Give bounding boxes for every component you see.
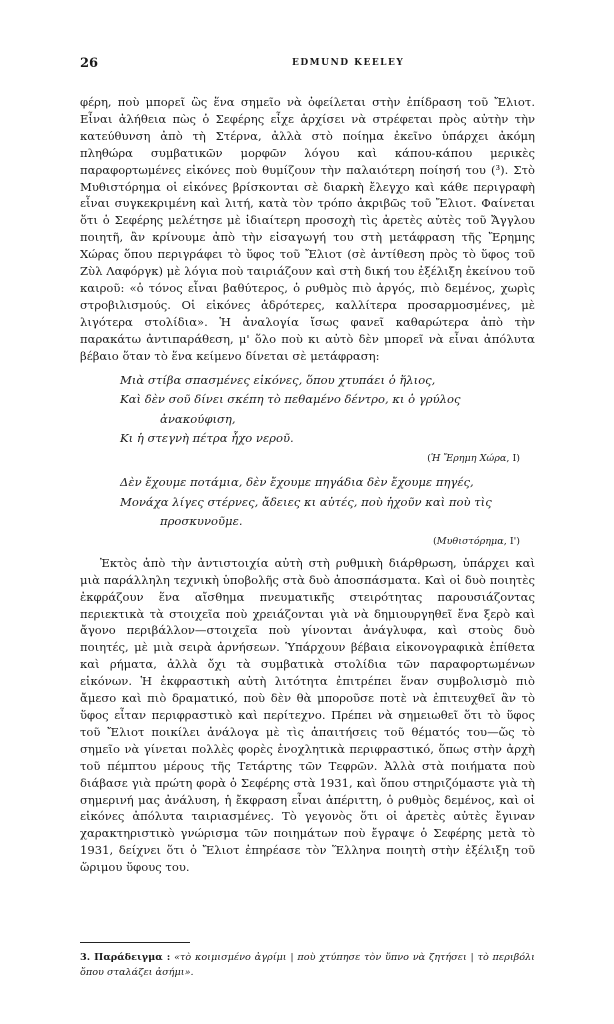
footnote-label: 3. Παράδειγμα : (80, 952, 171, 963)
page-number: 26 (80, 56, 99, 71)
footnote (80, 950, 535, 980)
footnote-text: «τὸ κοιμισμένο ἀγρίμι | ποὺ χτύπησε τὸν ὕπνο νὰ ζητήσει | τὸ περιβόλι ὅπου σταλάζει ἀσήμι». (80, 952, 535, 978)
quote-line: ἀνακούφιση, (160, 411, 236, 426)
running-head-author: EDMUND KEELEY (292, 58, 405, 68)
quote-source-waste-land: (Ἡ Ἔρημη Χώρα, I) (427, 452, 520, 464)
quote-mythistorema (120, 473, 535, 532)
quote-source-title: Ἡ Ἔρημη Χώρα (430, 452, 507, 464)
main-text (80, 94, 535, 876)
quote-line: Μιὰ στίβα σπασμένες εἰκόνες, ὅπου χτυπάει ὁ ἥλιος, (120, 372, 436, 387)
paragraph-1: φέρη, ποὺ μπορεῖ ὣς ἕνα σημεῖο νὰ ὀφείλεται στὴν ἐπίδραση τοῦ Ἔλιοτ. Εἶναι ἀλήθεια πὼς ὁ Σεφέρης εἶχε ἀρχίσει νὰ στρέφεται πρὸς αὐτὴν τὴν κατεύθυνση ἀπὸ τὴ Στέρνα, ἀλλὰ στὸ ποίημα ἐκεῖνο ὑπάρχει ἀκόμη πληθώρα συμβατικῶν μορφῶν λόγου καὶ κάπου-κάπου μερικὲς παραφορτωμένες εἰκόνες ποὺ θυμίζουν τὴν παλαιότερη ποίησή του (³). Στὸ Μυθιστόρημα οἱ εἰκόνες βρίσκονται σὲ διαρκὴ ἔλεγχο καὶ κάθε περιγραφὴ εἶναι συγκεκριμένη καὶ λιτή, κατὰ τὸν τρόπο ἀκριβῶς τοῦ Ἔλιοτ. Φαίνεται ὅτι ὁ Σεφέρης μελέτησε μὲ ἰδιαίτερη προσοχὴ τὶς ἀρετὲς αὐτὲς τοῦ Ἄγγλου ποιητῆ, ἂν κρίνουμε ἀπὸ τὴν εἰσαγωγή του στὴ μετάφραση τῆς Ἔρημης Χώρας ὅπου περιγράφει τὸ ὕφος τοῦ Ἔλιοτ (σὲ ἀντίθεση πρὸς τὸ ὕφος τοῦ Ζὺλ Λαφόργκ) μὲ λόγια ποὺ ταιριάζουν καὶ στὴ δική του ἐξέλιξη ἐκείνου τοῦ καιροῦ: «ὁ τόνος εἶναι βαθύτερος, ὁ ρυθμὸς πιὸ ἀργός, πιὸ δεμένος, χωρὶς στροβιλισμούς. Οἱ εἰκόνες ἀδρότερες, καλλίτερα προσαρμοσμένες, μὲ λιγότερα στολίδια». Ἡ ἀναλογία ἴσως φανεῖ καθαρώτερα ἀπὸ τὴν παρακάτω ἀντιπαράθεση, μ' ὅλο ποὺ κι αὐτὸ δὲν μπορεῖ νὰ εἶναι ἀπόλυτα βέβαιο ὅταν τὸ ἕνα κείμενο δίνεται σὲ μετάφραση: (80, 95, 535, 363)
quote-source-ref: Ι' (509, 535, 517, 547)
quote-source-title: Μυθιστόρημα (436, 535, 504, 547)
quote-line: Καὶ δὲν σοῦ δίνει σκέπη τὸ πεθαμένο δέντρο, κι ὁ γρύλος (120, 392, 461, 406)
quote-source-mythistorema: (Μυθιστόρημα, Ι') (433, 535, 520, 547)
quote-line: Κι ἡ στεγνὴ πέτρα ἦχο νεροῦ. (120, 431, 294, 445)
quote-waste-land (120, 371, 535, 449)
paragraph-2: Ἐκτὸς ἀπὸ τὴν ἀντιστοιχία αὐτὴ στὴ ρυθμικὴ διάρθρωση, ὑπάρχει καὶ μιὰ παράλληλη τεχνικὴ ὑποβολῆς στὰ δυὸ ἀποσπάσματα. Καὶ οἱ δυὸ ποιητὲς ἐκφράζουν ἕνα αἴσθημα πνευματικῆς στειρότητας παρουσιάζοντας περιεκτικὰ τὰ στοιχεῖα ποὺ χρειάζονται γιὰ νὰ δημιουργηθεῖ ἕνα ξερὸ καὶ ἄγονο περιβάλλον—στοιχεῖα ποὺ γίνονται ἀνάγλυφα, καὶ στοὺς δυὸ ποιητές, μὲ μιὰ σειρὰ ἀρνήσεων. Ὑπάρχουν βέβαια εἰκονογραφικὰ ἐπίθετα καὶ ρήματα, ἀλλὰ ὄχι τὰ συμβατικὰ στολίδια τῶν παραφορτωμένων εἰκόνων. Ἡ ἐκφραστικὴ αὐτὴ λιτότητα ἐπιτρέπει ἕναν συμβολισμὸ πιὸ ἄμεσο καὶ πιὸ δραματικό, ποὺ δὲν θὰ μποροῦσε ποτὲ νὰ ἐπιτευχθεῖ ἂν τὸ ὕφος εἶταν περιφραστικὸ καὶ περίτεχνο. Πρέπει νὰ σημειωθεῖ ὅτι τὸ ὕφος τοῦ Ἔλιοτ ποικίλει ἀνάλογα μὲ τὶς ἀπαιτήσεις τοῦ θέματός του—ὥς τὸ σημεῖο νὰ γίνεται πολλὲς φορὲς ἐνοχλητικὰ περιφραστικό, ὅπως στὴν ἀρχὴ τοῦ πέμπτου μέρους τῆς Τετάρτης τῶν Τεφρῶν. Ἀλλὰ στὰ ποιήματα ποὺ διάβασε γιὰ πρώτη φορὰ ὁ Σεφέρης στὰ 1931, καὶ ὅπου στηριζόμαστε γιὰ τὴ σημερινή μας ἀνάλυση, ἡ ἔκφραση εἶναι ἀπέριττη, ὁ ρυθμὸς δεμένος, καὶ οἱ εἰκόνες ἀπόλυτα ταιριασμένες. Τὸ γεγονὸς ὅτι οἱ ἀρετὲς αὐτὲς ἔγιναν χαρακτηριστικὸ γνώρισμα τῶν ποιημάτων ποὺ ἔγραψε ὁ Σεφέρης μετὰ τὸ 1931, δείχνει ὅτι ὁ Ἔλιοτ ἐπηρέασε τὸν Ἕλληνα ποιητὴ στὴν ἐξέλιξη τοῦ ὥριμου ὕφους του. (80, 555, 535, 875)
quote-line: προσκυνοῦμε. (160, 514, 243, 529)
page-header (80, 56, 535, 72)
footnote-divider (80, 942, 190, 943)
quote-line: Μονάχα λίγες στέρνες, ἄδειες κι αὐτές, ποὺ ἠχοῦν καὶ ποὺ τὶς (120, 494, 492, 509)
quote-source-ref: I (512, 452, 517, 464)
quote-line: Δὲν ἔχουμε ποτάμια, δὲν ἔχουμε πηγάδια δὲν ἔχουμε πηγές, (120, 475, 474, 490)
